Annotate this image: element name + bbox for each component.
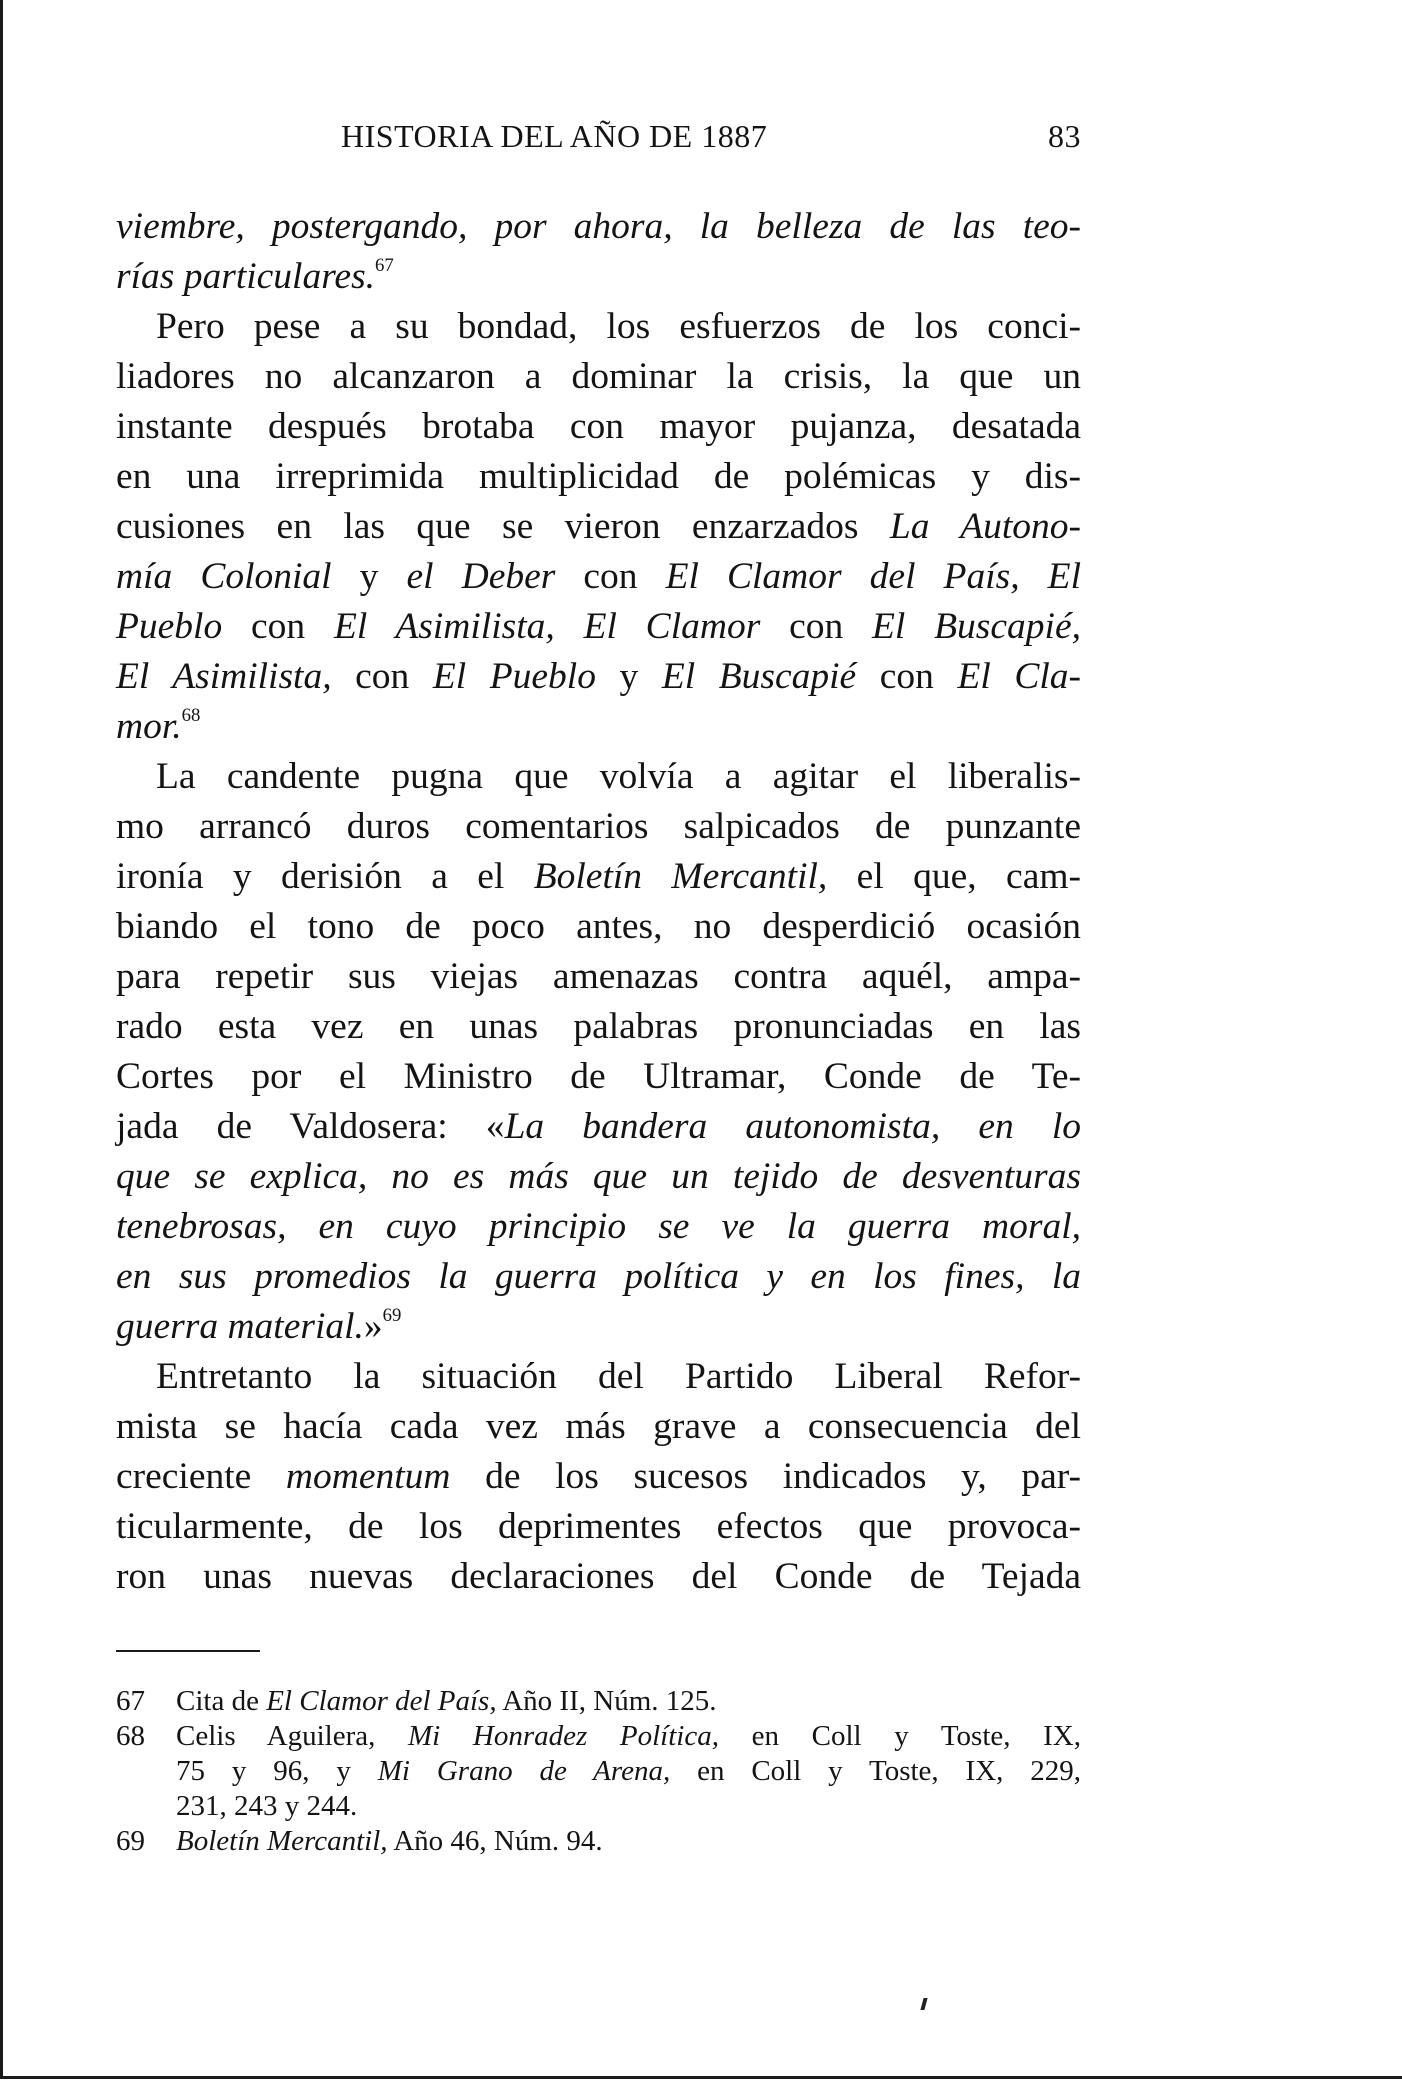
text-line: para repetir sus viejas amenazas contra aquél, ampa- bbox=[116, 956, 1081, 997]
text-line: instante después brotaba con mayor pujanza, desatada bbox=[116, 406, 1081, 447]
italic-text: Boletín Mercantil, bbox=[176, 1825, 388, 1857]
text-line: en una irreprimida multiplicidad de polémicas y dis- bbox=[116, 456, 1081, 497]
footnote-line bbox=[176, 1754, 1081, 1789]
footnotes bbox=[116, 1684, 1081, 1859]
text-line bbox=[116, 652, 1081, 702]
italic-text: guerra material. bbox=[116, 1306, 364, 1347]
italic-text: en sus promedios la guerra política y en los fines, la bbox=[116, 1256, 1081, 1297]
italic-text: viembre, postergando, por ahora, la belleza de las teo- bbox=[116, 206, 1081, 247]
page-left-edge bbox=[0, 0, 3, 2078]
text-line bbox=[116, 202, 1081, 252]
text-line: La candente pugna que volvía a agitar el liberalis- bbox=[156, 756, 1081, 797]
text-line bbox=[116, 502, 1081, 552]
text-run: con bbox=[222, 606, 334, 647]
text-run: y bbox=[331, 556, 407, 597]
text-run: jada de Valdosera: « bbox=[116, 1106, 505, 1147]
text-line bbox=[116, 602, 1081, 652]
text-run: Año II, Núm. 125. bbox=[496, 1685, 717, 1717]
italic-text: La bandera autonomista, en lo bbox=[504, 1106, 1081, 1147]
footnote-separator bbox=[116, 1650, 260, 1652]
italic-text: La Autono- bbox=[889, 506, 1081, 547]
text-line bbox=[116, 1202, 1081, 1252]
text-line: mista se hacía cada vez más grave a consecuencia del bbox=[116, 1406, 1081, 1447]
closing-quote: » bbox=[363, 1306, 383, 1347]
text-line: Cortes por el Ministro de Ultramar, Conde de Te- bbox=[116, 1056, 1081, 1097]
text-run: ironía y derisión a el bbox=[116, 856, 534, 897]
footnote-ref-67[interactable]: 67 bbox=[375, 255, 394, 277]
italic-text: rías particulares. bbox=[116, 256, 376, 297]
text-line bbox=[116, 252, 1081, 302]
footnote-ref-68[interactable]: 68 bbox=[181, 705, 201, 727]
footnote-line bbox=[176, 1719, 1081, 1754]
text-line: ticularmente, de los deprimentes efectos que provoca- bbox=[116, 1506, 1081, 1547]
text-line bbox=[116, 702, 1081, 752]
text-run: 75 y 96, y bbox=[176, 1755, 378, 1787]
footnote-number: 68 bbox=[116, 1720, 145, 1752]
italic-text: el Deber bbox=[406, 556, 556, 597]
text-run: con bbox=[760, 606, 873, 647]
footnote-68 bbox=[116, 1719, 1081, 1824]
footnote-line: 231, 243 y 244. bbox=[176, 1790, 358, 1822]
text-line: mo arrancó duros comentarios salpicados de punzante bbox=[116, 806, 1081, 847]
italic-text: momentum bbox=[285, 1456, 451, 1497]
text-line: liadores no alcanzaron a dominar la crisis, la que un bbox=[116, 356, 1081, 397]
text-run: Cita de bbox=[176, 1685, 267, 1717]
italic-text: tenebrosas, en cuyo principio se ve la guerra moral, bbox=[116, 1206, 1081, 1247]
text-line bbox=[116, 552, 1081, 602]
running-head: HISTORIA DEL AÑO DE 1887 bbox=[341, 118, 768, 154]
text-run: de los sucesos indicados y, par- bbox=[450, 1456, 1081, 1497]
italic-text: que se explica, no es más que un tejido de desventuras bbox=[116, 1156, 1081, 1197]
italic-text: mía Colonial bbox=[116, 556, 332, 597]
text-run: cusiones en las que se vieron enzarzados bbox=[116, 506, 890, 547]
text-line: ron unas nuevas declaraciones del Conde de Tejada bbox=[116, 1556, 1081, 1597]
text-run: en Coll y Toste, IX, 229, bbox=[670, 1755, 1082, 1787]
text-line bbox=[116, 1252, 1081, 1302]
italic-text: El Buscapié, bbox=[872, 606, 1081, 647]
italic-text: Boletín Mercantil, bbox=[533, 856, 828, 897]
footnote-number: 69 bbox=[116, 1825, 145, 1857]
italic-text: El Clamor del País, El bbox=[665, 556, 1081, 597]
text-run: Año 46, Núm. 94. bbox=[387, 1825, 603, 1857]
text-run: con bbox=[331, 656, 433, 697]
text-line: Pero pese a su bondad, los esfuerzos de los conci- bbox=[156, 306, 1081, 347]
page-header bbox=[116, 112, 1081, 162]
footnote-line bbox=[176, 1684, 1081, 1719]
text-line bbox=[116, 1302, 1081, 1352]
italic-text: El Asimilista, bbox=[116, 656, 332, 697]
italic-text: Pueblo bbox=[116, 606, 223, 647]
page-number: 83 bbox=[1048, 118, 1081, 154]
text-line: Entretanto la situación del Partido Liberal Refor- bbox=[156, 1356, 1081, 1397]
page-bottom-edge bbox=[0, 2076, 1402, 2079]
print-speck bbox=[920, 1998, 927, 2010]
text-run: el que, cam- bbox=[827, 856, 1081, 897]
text-run: Celis Aguilera, bbox=[176, 1720, 409, 1752]
text-line bbox=[116, 1452, 1081, 1502]
text-line bbox=[116, 1102, 1081, 1152]
text-line bbox=[116, 1152, 1081, 1202]
italic-text: El Cla- bbox=[957, 656, 1082, 697]
footnote-67 bbox=[116, 1684, 1081, 1719]
text-run: y bbox=[595, 656, 662, 697]
italic-text: Mi Grano de Arena, bbox=[377, 1755, 671, 1787]
italic-text: Mi Honradez Política, bbox=[408, 1720, 719, 1752]
text-run: en Coll y Toste, IX, bbox=[718, 1720, 1081, 1752]
italic-text: El Clamor del País, bbox=[266, 1685, 497, 1717]
text-line bbox=[116, 852, 1081, 902]
italic-text: El Pueblo bbox=[432, 656, 596, 697]
text-run: creciente bbox=[116, 1456, 286, 1497]
body-text bbox=[116, 202, 1081, 1602]
italic-text: El Buscapié bbox=[661, 656, 857, 697]
text-run: con bbox=[856, 656, 958, 697]
footnote-number: 67 bbox=[116, 1685, 145, 1717]
text-line: rado esta vez en unas palabras pronunciadas en las bbox=[116, 1006, 1081, 1047]
footnote-line bbox=[176, 1824, 1081, 1859]
footnote-ref-69[interactable]: 69 bbox=[382, 1305, 402, 1327]
text-line: biando el tono de poco antes, no desperdició ocasión bbox=[116, 906, 1081, 947]
text-run: con bbox=[555, 556, 666, 597]
italic-text: El Asimilista, El Clamor bbox=[333, 606, 761, 647]
italic-text: mor. bbox=[116, 706, 182, 747]
footnote-69 bbox=[116, 1824, 1081, 1859]
